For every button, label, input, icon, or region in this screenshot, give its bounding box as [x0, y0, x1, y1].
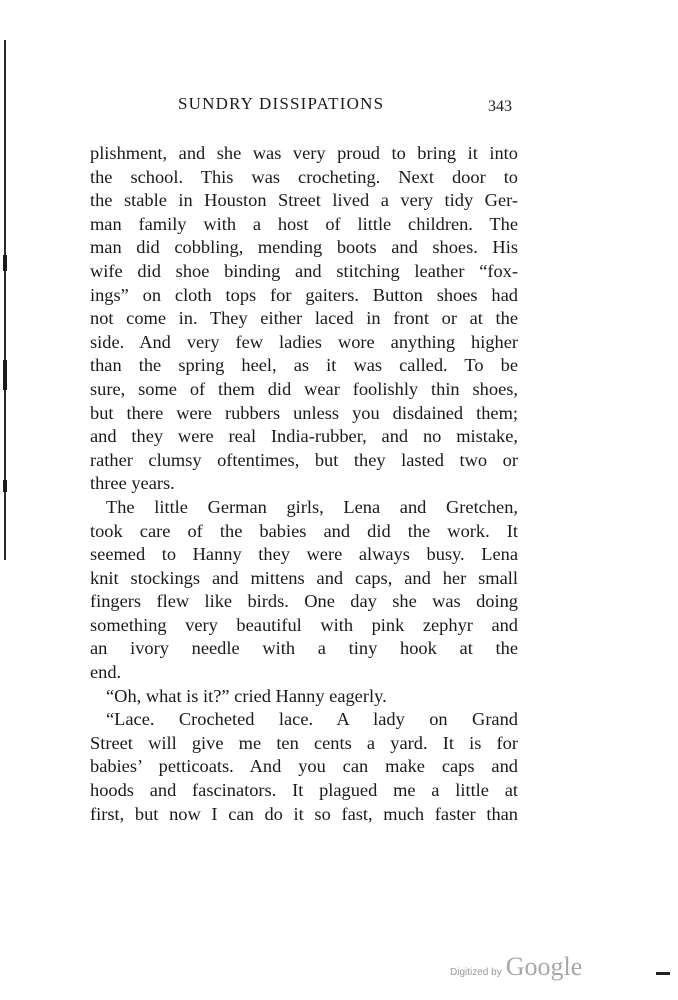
binding-edge-mark	[3, 480, 7, 492]
text-line: man family with a host of little children. The	[90, 213, 518, 234]
body-text	[90, 142, 518, 826]
digitization-watermark	[450, 952, 582, 982]
text-line: babies’ petticoats. And you can make caps and	[90, 756, 518, 777]
text-line: fingers flew like birds. One day she was doing	[90, 591, 518, 612]
running-title: SUNDRY DISSIPATIONS	[178, 94, 385, 113]
text-line: the school. This was crocheting. Next door to	[90, 166, 518, 187]
text-line: The little German girls, Lena and Gretchen,	[106, 496, 518, 517]
text-line: not come in. They either laced in front or at the	[90, 308, 518, 329]
watermark-prefix: Digitized by	[450, 967, 502, 978]
text-line: hoods and fascinators. It plagued me a little at	[90, 780, 518, 801]
text-line: the stable in Houston Street lived a very tidy Ger-	[90, 190, 518, 211]
text-line: three years.	[90, 473, 175, 494]
text-line: sure, some of them did wear foolishly thin shoes,	[90, 378, 518, 399]
binding-edge-mark	[3, 360, 7, 390]
text-line: than the spring heel, as it was called. To be	[90, 355, 518, 376]
text-line: something very beautiful with pink zephyr and	[90, 614, 518, 635]
text-line: man did cobbling, mending boots and shoes. His	[90, 237, 518, 258]
text-line: side. And very few ladies wore anything higher	[90, 331, 518, 352]
text-line: but there were rubbers unless you disdained them;	[90, 402, 518, 423]
page-corner-mark	[656, 972, 670, 975]
page-number: 343	[488, 98, 512, 115]
text-line: and they were real India-rubber, and no mistake,	[90, 426, 518, 447]
text-line: Street will give me ten cents a yard. It is for	[90, 732, 518, 753]
text-line: plishment, and she was very proud to bring it into	[90, 143, 518, 163]
text-line: “Lace. Crocheted lace. A lady on Grand	[106, 709, 518, 730]
text-line: wife did shoe binding and stitching leather “fox-	[90, 260, 518, 281]
watermark-logo: Google	[505, 952, 583, 981]
binding-edge-mark	[3, 255, 7, 271]
text-line: an ivory needle with a tiny hook at the	[90, 638, 518, 659]
text-line: end.	[90, 662, 122, 683]
text-line: knit stockings and mittens and caps, and her small	[90, 567, 518, 588]
text-line: rather clumsy oftentimes, but they lasted two or	[90, 449, 518, 470]
text-line: “Oh, what is it?” cried Hanny eagerly.	[106, 685, 387, 706]
text-line: took care of the babies and did the work. It	[90, 520, 518, 541]
text-line: seemed to Hanny they were always busy. Lena	[90, 544, 518, 565]
text-line: first, but now I can do it so fast, much faster than	[90, 803, 518, 824]
text-line: ings” on cloth tops for gaiters. Button shoes had	[90, 284, 518, 305]
